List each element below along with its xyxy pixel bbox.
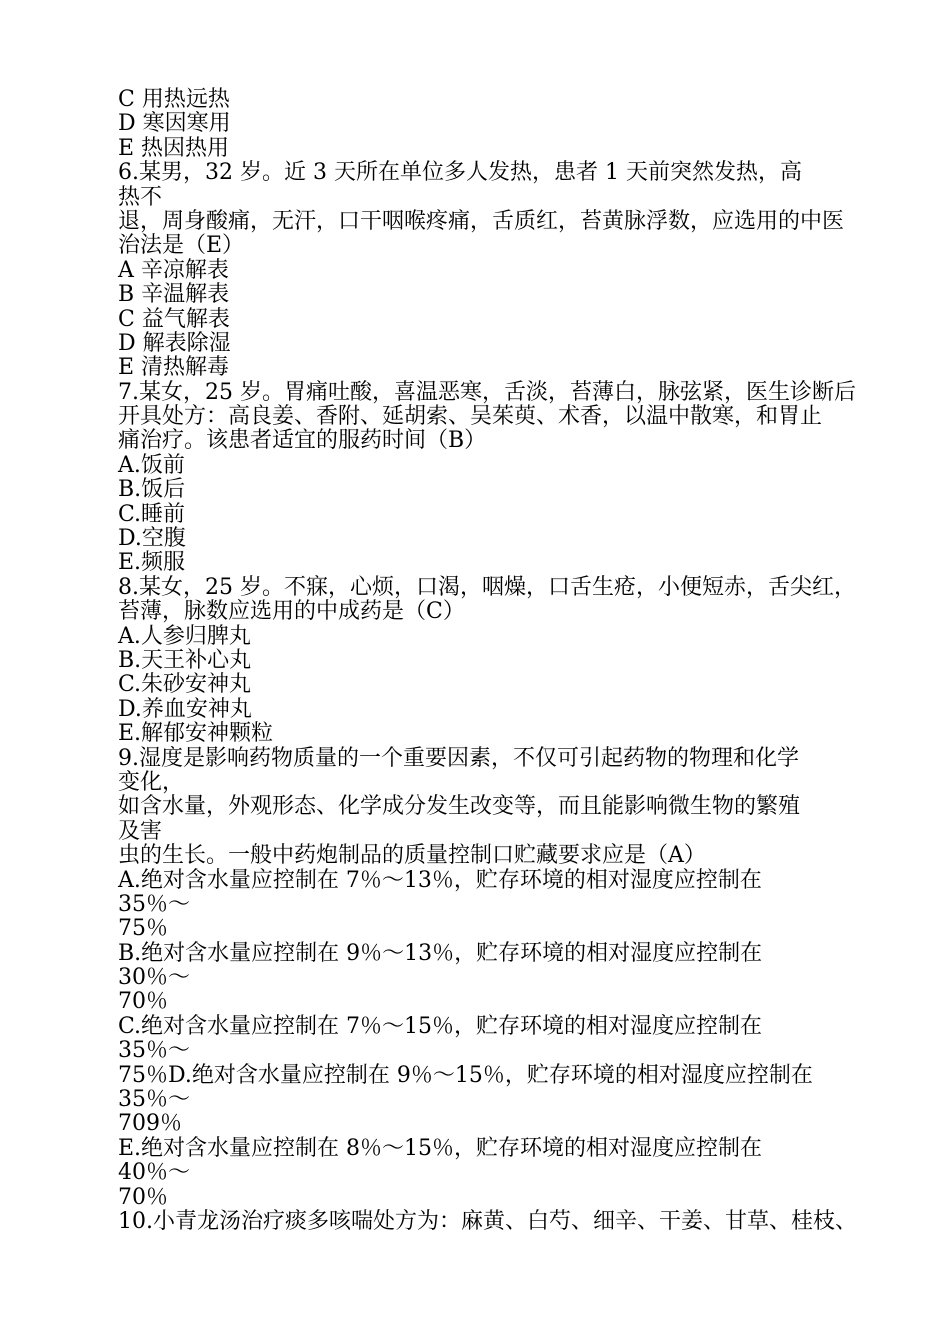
text-line: 变化， [118, 769, 185, 795]
text-line: A 辛凉解表 [118, 257, 229, 283]
text-line: 热不 [118, 184, 163, 210]
text-line: 如含水量，外观形态、化学成分发生改变等，而且能影响微生物的繁殖 [118, 794, 801, 820]
text-line: C.绝对含水量应控制在 7％～15％，贮存环境的相对湿度应控制在 [118, 1013, 763, 1039]
text-line: 苔薄，脉数应选用的中成药是（C） [118, 599, 465, 625]
document-page [118, 88, 888, 1234]
text-line: 35％～ [118, 1038, 190, 1064]
text-line: D.养血安神丸 [118, 696, 252, 722]
text-line: 30％～ [118, 965, 190, 991]
text-line: 开具处方：高良姜、香附、延胡索、吴茱萸、术香，以温中散寒，和胃止 [118, 404, 823, 430]
text-line: 40％～ [118, 1160, 190, 1186]
text-line: A.人参归脾丸 [118, 623, 251, 649]
text-line: E 清热解毒 [118, 355, 230, 381]
text-line: D 解表除湿 [118, 330, 231, 356]
text-line: E.频服 [118, 550, 186, 576]
text-line: 70％ [118, 989, 168, 1015]
text-line: 9.湿度是影响药物质量的一个重要因素，不仅可引起药物的物理和化学 [118, 745, 799, 771]
text-line: 8.某女，25 岁。不寐，心烦，口渴，咽燥，口舌生疮，小便短赤，舌尖红， [118, 574, 856, 600]
text-line: C 用热远热 [118, 87, 230, 112]
text-line: 75％D.绝对含水量应控制在 9％～15％，贮存环境的相对湿度应控制在 [118, 1062, 813, 1088]
text-line: D 寒因寒用 [118, 111, 231, 137]
text-line: E 热因热用 [118, 135, 230, 161]
text-line: D.空腹 [118, 526, 186, 552]
text-line: 虫的生长。一般中药炮制品的质量控制口贮藏要求应是（A） [118, 843, 706, 869]
text-line: B.绝对含水量应控制在 9％～13％，贮存环境的相对湿度应控制在 [118, 940, 763, 966]
text-line: 及害 [118, 818, 163, 844]
text-line: A.绝对含水量应控制在 7％～13％，贮存环境的相对湿度应控制在 [118, 867, 762, 893]
text-line: 70％ [118, 1184, 168, 1210]
text-line: 35％～ [118, 891, 190, 917]
text-line: 痛治疗。该患者适宜的服药时间（B） [118, 428, 487, 454]
text-line: 7.某女，25 岁。胃痛吐酸，喜温恶寒，舌淡，苔薄白，脉弦紧，医生诊断后 [118, 379, 856, 405]
text-line: 35％～ [118, 1087, 190, 1113]
text-line: E.绝对含水量应控制在 8％～15％，贮存环境的相对湿度应控制在 [118, 1135, 763, 1161]
text-line: B.饭后 [118, 477, 186, 503]
text-line: 退，周身酸痛，无汗，口干咽喉疼痛，舌质红，苔黄脉浮数，应选用的中医 [118, 208, 845, 234]
text-line: 10.小青龙汤治疗痰多咳喘处方为：麻黄、白芍、细辛、干姜、甘草、桂枝、 [118, 1208, 857, 1234]
text-line: B.天王补心丸 [118, 647, 252, 673]
text-line: B 辛温解表 [118, 282, 230, 308]
text-line: C.睡前 [118, 501, 186, 527]
text-line: C 益气解表 [118, 306, 230, 332]
text-line: 75％ [118, 916, 168, 942]
text-line: E.解郁安神颗粒 [118, 721, 274, 747]
text-line: 709％ [118, 1111, 182, 1137]
text-line: 治法是（E） [118, 233, 245, 259]
text-line: C.朱砂安神丸 [118, 672, 252, 698]
text-line: 6.某男，32 岁。近 3 天所在单位多人发热，患者 1 天前突然发热，高 [118, 160, 802, 186]
text-line: A.饭前 [118, 452, 185, 478]
